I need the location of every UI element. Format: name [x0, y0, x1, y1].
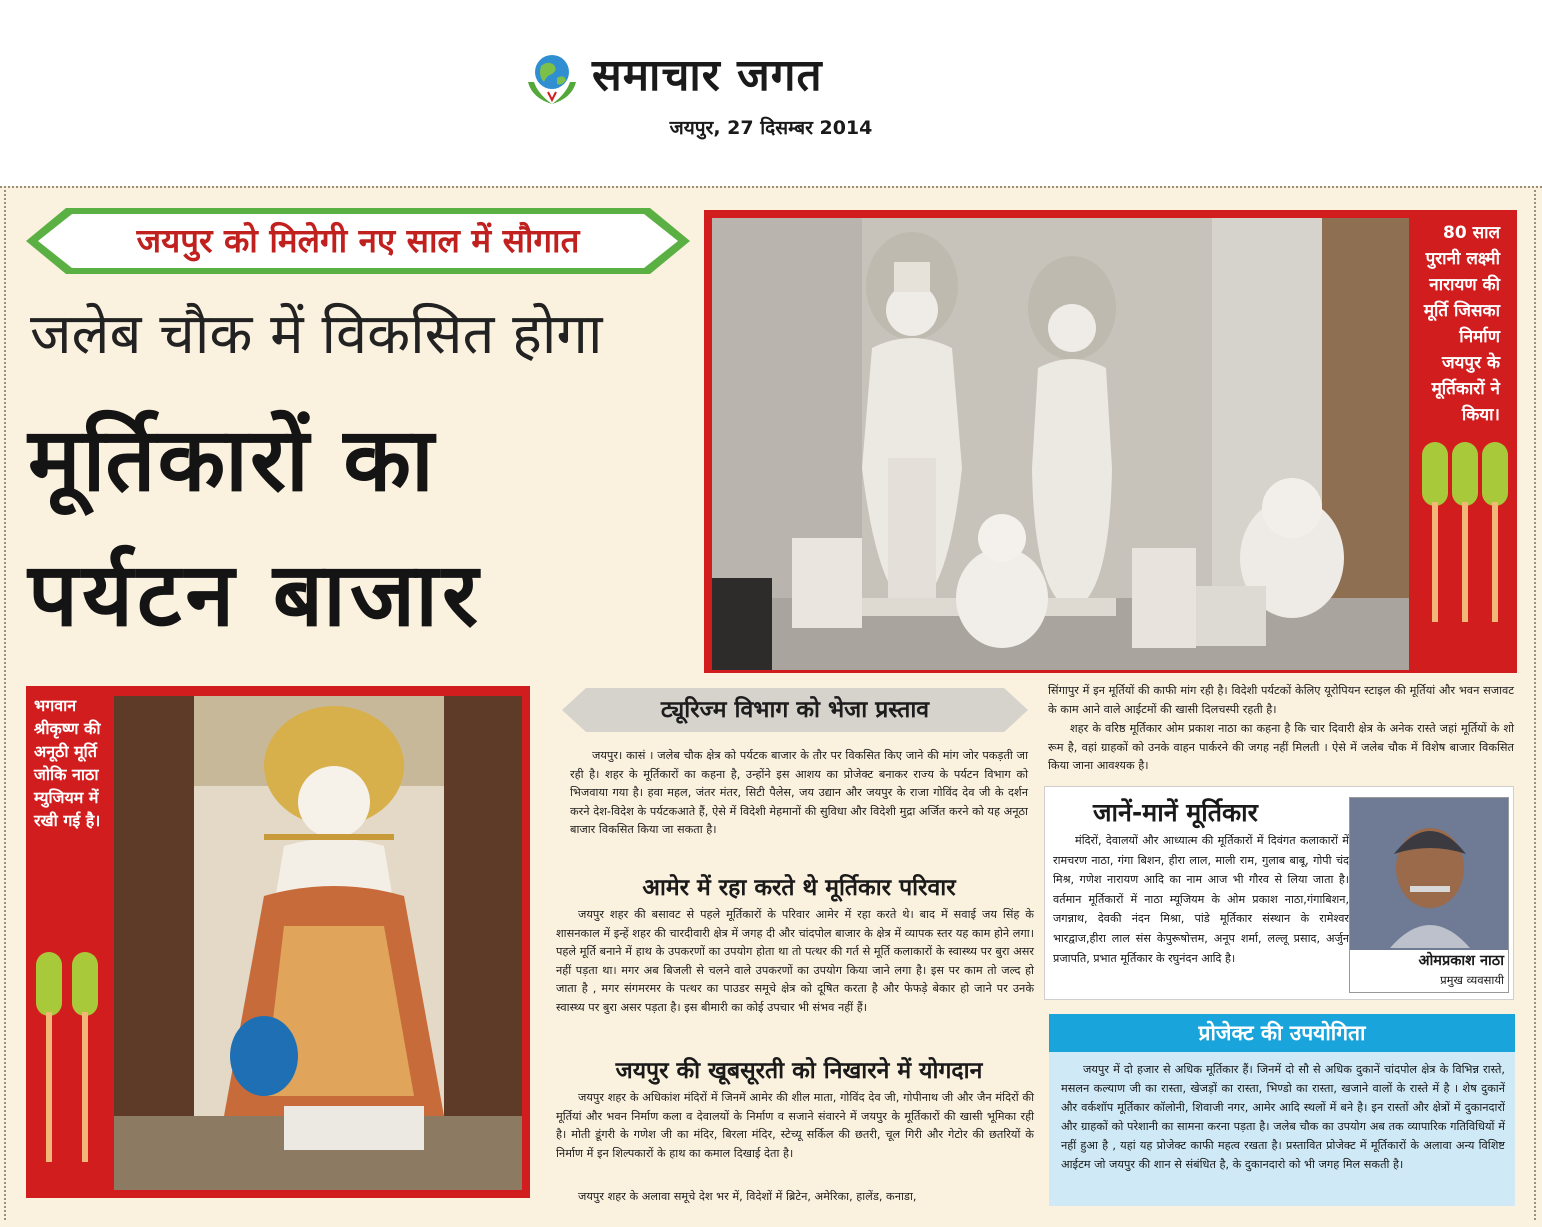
portrait-label [1350, 950, 1509, 992]
dateline: जयपुर, 27 दिसम्बर 2014 [669, 117, 873, 139]
newspaper-logo [522, 48, 992, 108]
subhead-contribution: जयपुर की खूबसूरती को निखारने में योगदान [615, 1058, 983, 1084]
matchstick-decoration [36, 952, 62, 1162]
photo-laxmi-narayan-image [712, 218, 1409, 670]
article-right-para-2: शहर के वरिष्ठ मूर्तिकार ओम प्रकाश नाठा का कहना है कि चार दिवारी क्षेत्र के अनेक रास्ते जहां मूर्तियों के शो रूम है, वहां ग्राहकों को उनके वाहन पार्करने की जगह नहीं मिलती । ऐसे में जलेब चौक में विशेष बाजार विकसित किया जाना आवश्यक है। [1048, 722, 1514, 773]
article-para-amer: जयपुर शहर की बसावट से पहले मूर्तिकारों के परिवार आमेर में रहा करते थे। बाद में सवाई जय सिंह के शासनकाल में इन्हें शहर की चारदीवारी क्षेत्र में जगह दी और चांदपोल बाजार के क्षेत्र में व्यापक स्तर यह काम होने लगा। पहले मूर्ति बनाने में हाथ के उपकरणों का उपयोग होता था तो पत्थर की गर्त से मूर्ति कलाकारों के स्वास्थ्य पर बुरा असर नहीं पड़ता था। मगर अब बिजली से चलने वाले उपकरणों का उपयोग किया जाने लगा है। इस पर काम तो जल्द हो जाता है , मगर संगमरमर के पत्थर का पाउडर समूचे क्षेत्र को दूषित करता है और फेफड़े बेकार हो जाने पर उनके स्वास्थ्य पर बुरा असर पड़ता है। इस बीमारी का कोई उपचार भी संभव नहीं हैं। [556, 908, 1034, 1014]
matchstick-decoration [1422, 442, 1448, 622]
globe-hands-icon [522, 48, 582, 108]
project-utility-title: प्रोजेक्ट की उपयोगिता [1049, 1014, 1515, 1052]
portrait-omprakash-natha [1349, 797, 1509, 993]
krishna-illustration [114, 696, 522, 1190]
article-intro: जयपुर। कासं । जलेब चौक क्षेत्र को पर्यटक बाजार के तौर पर विकसित किए जाने की मांग जोर पकड़ती जा रही है। शहर के मूर्तिकारों का कहना है, उन्होंने इस आशय का प्रोजेक्ट बनाकर राज्य के पर्यटन विभाग को भिजवाया गया है। हवा महल, जंतर मंतर, सिटी पैलेस, जय उद्यान और जयपुर के राजा गोविंद देव जी के दर्शन करने देश-विदेश के पर्यटकआते हैं, ऐसे में विदेशी मेहमानों की सुविधा और विदेशी मुद्रा अर्जित करने को यह अनूठा बाजार विकसित किया जा सकता है। [570, 749, 1028, 837]
project-utility-text: जयपुर में दो हजार से अधिक मूर्तिकार हैं। जिनमें दो सौ से अधिक दुकानें चांदपोल क्षेत्र के विभिन्न रास्ते, मसलन कल्याण जी का रास्ता, खेजड़ों का रास्ता, भिण्डो का रास्ता, खजाने वालों के रास्ते में है । शेष दुकानें और वर्कशॉप मूर्तिकार कॉलोनी, शिवाजी नगर, आमेर आदि स्थलों में बने है। इन रास्तों और क्षेत्रों में दुकानदारों और ग्राहकों को परेशानी का सामना करना पड़ता है। जलेब चौक का उपयोग अब तक व्यापारिक गतिविधियों में नहीं हुआ है , यहां यह प्रोजेक्ट काफी महत्व रखता है। प्रस्तावित प्रोजेक्ट में मूर्तिकारों के अलावा अन्य विशिष्ट आईटम जो जयपुर की शान से संबंधित है, के दुकानदारो को भी जगह मिल सकती है। [1061, 1063, 1505, 1171]
photo-krishna-image [114, 696, 522, 1190]
matchstick-decoration [72, 952, 98, 1162]
photo-krishna [26, 686, 530, 1198]
portrait-role: प्रमुख व्यवसायी [1440, 973, 1504, 987]
statues-illustration [712, 218, 1409, 670]
photo-top-caption: 80 साल पुरानी लक्ष्मी नारायण की मूर्ति जिसका निर्माण जयपुर के मूर्तिकारों ने किया। [1423, 223, 1500, 425]
kicker-text: जयपुर को मिलेगी नए साल में सौगात [136, 221, 580, 260]
headline-line-1: जलेब चौक में विकसित होगा [30, 302, 603, 367]
article-para-contribution: जयपुर शहर के अधिकांश मंदिरों में जिनमें आमेर की शील माता, गोविंद देव जी, गोपीनाथ जी और जैन मंदिरों की मूर्तियां और भवन निर्माण कला व देवालयों के निर्माण व सजाने संवारने में जयपुर के मूर्तिकारों की खासी भूमिका रही है। मोती डूंगरी के गणेश जी का मंदिर, बिरला मंदिर, स्टेच्यू सर्किल की छतरी, चूल गिरी और गेटोर की छतरियों के निर्माण में इन शिल्पकारों के हाथ का कमाल दिखाई देता है। [556, 1091, 1034, 1160]
article-banner [562, 688, 1028, 732]
newspaper-name: समाचार जगत [592, 50, 823, 101]
portrait-name: ओमप्रकाश नाठा [1418, 953, 1504, 969]
kicker-banner [26, 206, 690, 276]
photo-laxmi-narayan [704, 210, 1517, 673]
famous-sculptors-box [1044, 786, 1514, 1000]
portrait-illustration [1350, 798, 1509, 954]
article-banner-text: ट्यूरिज्म विभाग को भेजा प्रस्ताव [660, 697, 930, 723]
headline-line-2: मूर्तिकारों का [28, 408, 436, 511]
article-para-continued: जयपुर शहर के अलावा समूचे देश भर में, विदेशों में ब्रिटेन, अमेरिका, हालेंड, कनाडा, [578, 1190, 917, 1203]
famous-sculptors-title: जानें-मानें मूर्तिकार [1093, 798, 1258, 827]
headline-line-3: पर्यटन बाजार [28, 543, 482, 646]
famous-sculptors-text: मंदिरों, देवालयों और आध्यात्म की मूर्तिकारों में दिवंगत कलाकारों में रामचरण नाठा, गंगा बिशन, हीरा लाल, माली राम, गुलाब बाबू, गोपी चंद मिश्र, गणेश नारायण आदि का नाम आज भी गौरव से लिया जाता है।वर्तमान मूर्तिकारों में नाठा म्यूजियम के ओम प्रकाश नाठा,गंगाबिशन, जगन्नाथ, देवकी नंदन मिश्रा, पांडे मूर्तिकार संस्थान के रामेश्वर भारद्वाज,हीरा लाल संस केपुरूषोत्तम, अनूप शर्मा, लल्लू प्रसाद, अर्जुन प्रजापति, प्रभात मूर्तिकार के रघुनंदन आदि है। [1053, 834, 1349, 965]
masthead [0, 0, 1542, 180]
photo-left-caption: भगवान श्रीकृष्ण की अनूठी मूर्ति जोकि नाठा म्युजियम में रखी गई है। [34, 696, 101, 830]
subhead-amer: आमेर में रहा करते थे मूर्तिकार परिवार [642, 875, 956, 901]
matchstick-decoration [1482, 442, 1508, 622]
project-utility-box [1049, 1014, 1515, 1206]
matchstick-decoration [1452, 442, 1478, 622]
article-right-para-1: सिंगापुर में इन मूर्तियों की काफी मांग रही है। विदेशी पर्यटकों केलिए यूरोपियन स्टाइल की मूर्तियां और भवन सजावट के काम आने वाले आईटमों की खासी दिलचस्पी रहती है। [1048, 684, 1514, 716]
